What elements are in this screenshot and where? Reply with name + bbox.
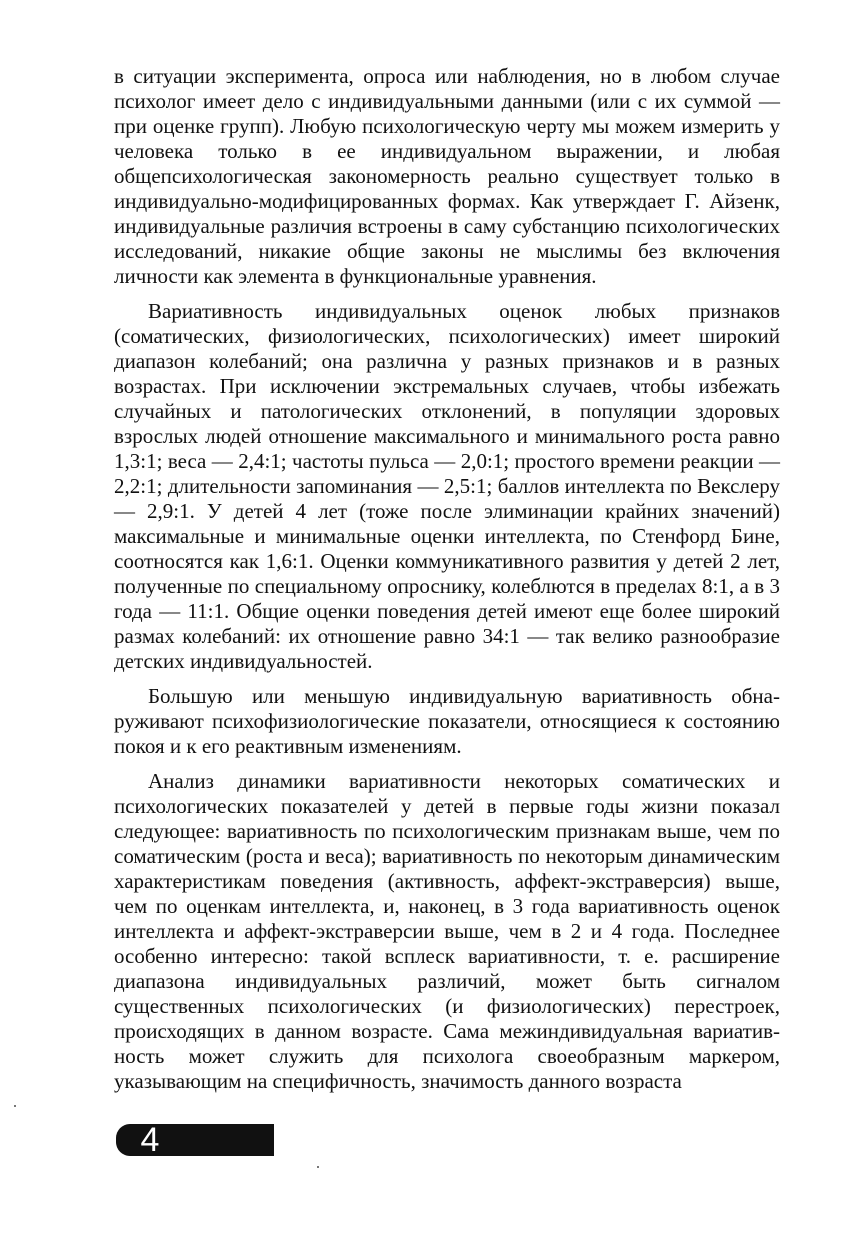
paragraph-3: Большую или меньшую индивидуальную вариативность обнаруживают психофизиологические показатели, относящиеся к состоянию покоя и к его реактивным изменениям.: [114, 684, 780, 758]
paragraph-2: Вариативность индивидуальных оценок любых признаков (соматических, физиологических, психологических) имеет широкий диапазон колебаний; она различна у разных признаков и в разных возрастах. При исключении экстремальных случаев, чтобы избежать случайных и патологических отклонений, в популяции здоровых взрослых людей отношение максимального и минимального роста равно 1,3:1; веса — 2,4:1; частоты пульса — 2,0:1; простого времени реакции — 2,2:1; длительности запоминания — 2,5:1; баллов интеллекта по Векслеру — 2,9:1. У детей 4 лет (тоже после элиминации крайних значений) максимальные и минимальные оценки интеллекта, по Стенфорд Бине, соотносятся как 1,6:1. Оценки коммуникативного развития у детей 2 лет, полученные по специальному опроснику, колеблются в пределах 8:1, а в 3 года — 11:1. Общие оценки поведения детей имеют еще более широкий размах колебаний: их отношение равно 34:1 — так велико разнообразие детских индивидуальностей.: [114, 299, 780, 673]
paragraph-1: в ситуации эксперимента, опроса или наблюдения, но в любом случае психолог имеет дело с индивидуальными данными (или с их суммой — при оценке групп). Любую психологическую черту мы можем измерить у человека только в ее индивидуальном выражении, и любая общепсихологическая закономерность реально существует только в индивидуально-модифицированных формах. Как утверждает Г. Айзенк, индивидуальные различия встроены в саму субстанцию психологических исследований, никакие общие законы не мыслимы без включения личности как элемента в функциональные уравнения.: [114, 64, 780, 288]
page-number: 4: [140, 1121, 160, 1159]
scan-speck: [14, 1105, 16, 1107]
paragraph-4: Анализ динамики вариативности некоторых соматических и психологических показателей у детей в первые годы жизни показал следующее: вариативность по психологическим признакам выше, чем по соматическим (роста и веса); вариативность по некоторым динамическим характеристикам поведения (активность, аффект-экстраверсия) выше, чем по оценкам интеллекта, и, наконец, в 3 года вариативность оценок интеллекта и аффект-экстраверсии выше, чем в 2 и 4 года. Последнее особенно интересно: такой всплеск вариативности, т. е. расширение диапазона индивидуальных различий, может быть сигналом существенных психологических (и физиологических) перестроек, происходящих в данном возрасте. Сама межиндивидуальная вариативность может служить для психолога своеобразным маркером, указывающим на специфичность, значимость данного возраста: [114, 769, 780, 1093]
body-text: [114, 54, 780, 1094]
scan-speck: [317, 1166, 319, 1168]
